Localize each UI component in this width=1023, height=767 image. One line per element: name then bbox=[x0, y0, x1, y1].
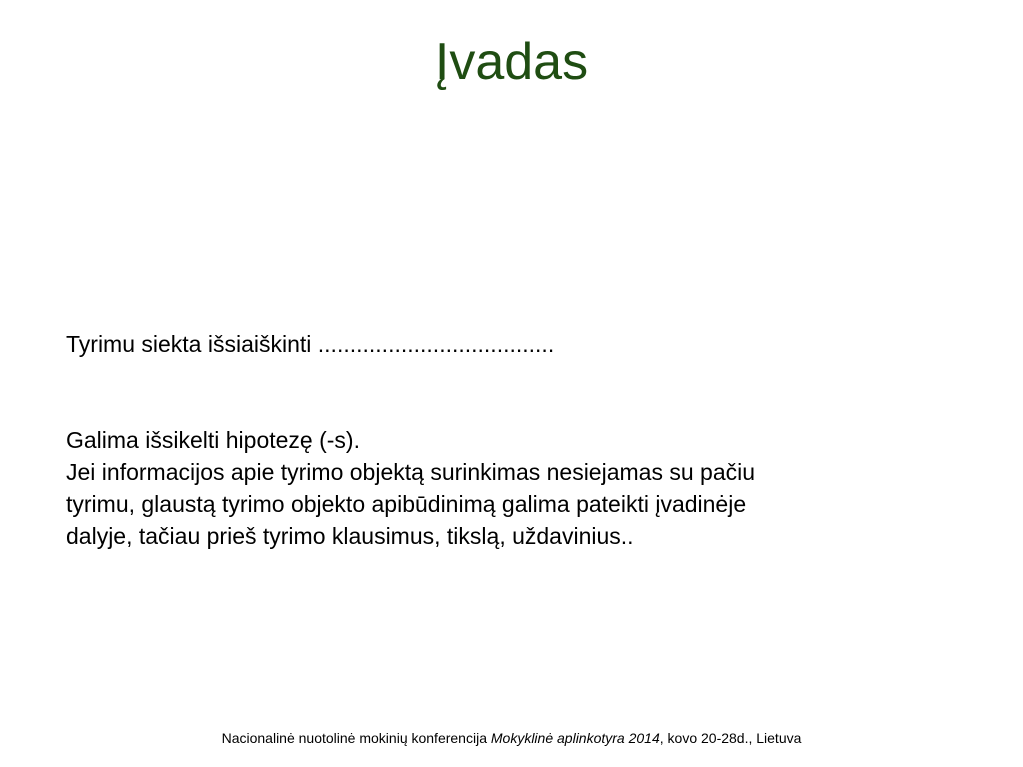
footer-prefix: Nacionalinė nuotolinė mokinių konferencija bbox=[221, 730, 491, 746]
footer-conference-name: Mokyklinė aplinkotyra 2014 bbox=[490, 730, 660, 746]
footer bbox=[0, 728, 1023, 748]
footer-suffix: , kovo 20-28d., Lietuva bbox=[659, 730, 802, 746]
hypothesis-line: Galima išsikelti hipotezę (-s). bbox=[66, 427, 360, 453]
slide-title: Įvadas bbox=[434, 33, 589, 91]
research-aim-line: Tyrimu siekta išsiaiškinti ..................................... bbox=[66, 331, 555, 357]
paragraph-line-2: tyrimu, glaustą tyrimo objekto apibūdinimą galima pateikti įvadinėje bbox=[66, 491, 747, 517]
paragraph-line-3: dalyje, tačiau prieš tyrimo klausimus, tikslą, uždavinius.. bbox=[66, 523, 634, 549]
paragraph-line-1: Jei informacijos apie tyrimo objektą surinkimas nesiejamas su pačiu bbox=[66, 459, 756, 485]
